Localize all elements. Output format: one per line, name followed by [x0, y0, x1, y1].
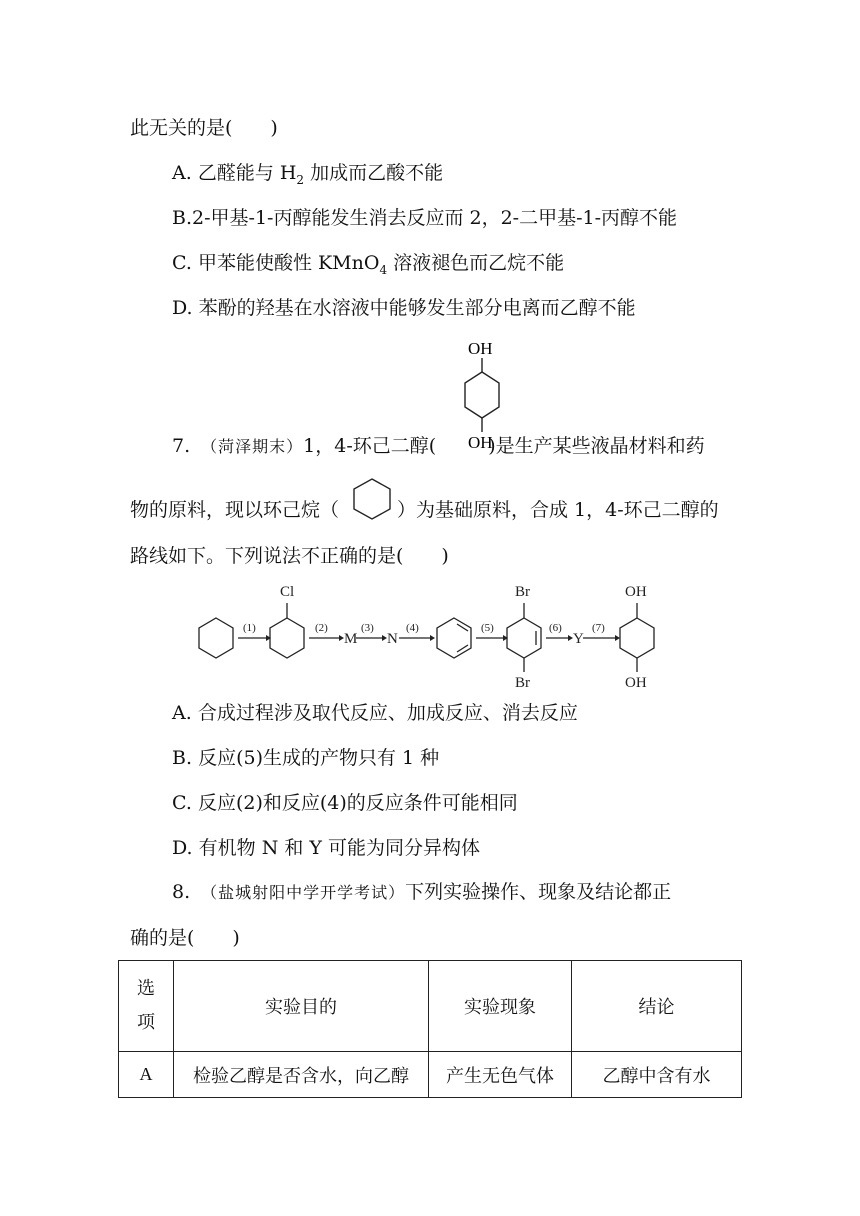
svg-text:(1): (1): [243, 622, 256, 634]
q7-option-b: B. 反应(5)生成的产物只有 1 种: [172, 747, 440, 769]
svg-text:(4): (4): [406, 622, 419, 634]
svg-text:OH: OH: [625, 584, 647, 600]
table-header-row: [119, 961, 742, 1052]
cell-conclusion: 乙醇中含有水: [572, 1052, 742, 1098]
cell-option: A: [119, 1052, 174, 1098]
q7-option-a: A. 合成过程涉及取代反应、加成反应、消去反应: [172, 702, 578, 724]
svg-text:OH: OH: [468, 339, 493, 358]
svg-text:(3): (3): [361, 622, 374, 634]
svg-text:(6): (6): [549, 622, 562, 634]
svg-text:M: M: [344, 631, 358, 647]
svg-text:Y: Y: [573, 631, 584, 647]
table-row: [119, 1052, 742, 1098]
q6-tail-text: 此无关的是( ): [130, 117, 278, 139]
synthesis-route: [190, 576, 670, 696]
svg-text:(5): (5): [481, 622, 494, 634]
svg-text:Br: Br: [515, 584, 530, 600]
svg-text:Cl: Cl: [280, 584, 295, 600]
svg-text:OH: OH: [625, 675, 647, 691]
q6-option-d: D. 苯酚的羟基在水溶液中能够发生部分电离而乙醇不能: [172, 297, 636, 319]
q7-option-c: C. 反应(2)和反应(4)的反应条件可能相同: [172, 792, 518, 814]
header-phenomenon: 实验现象: [429, 961, 572, 1052]
q7-line-2: 物的原料，现以环己烷（ ）为基础原料，合成 1，4-环己二醇的: [130, 499, 719, 521]
experiment-table: [118, 960, 742, 1098]
svg-text:(7): (7): [592, 622, 605, 634]
header-option: 选 项: [119, 961, 174, 1052]
q8-line-1: 8. （盐城射阳中学开学考试）下列实验操作、现象及结论都正: [172, 881, 672, 903]
q8-line-2: 确的是( ): [130, 927, 240, 949]
q7-line-1: 7. （菏泽期末）1，4-环己二醇( )是生产某些液晶材料和药: [172, 435, 705, 457]
header-conclusion: 结论: [572, 961, 742, 1052]
q6-option-a: A. 乙醛能与 $H_2$ 加成而乙酸不能: [172, 162, 444, 187]
cell-purpose: 检验乙醇是否含水，向乙醇: [174, 1052, 429, 1098]
svg-text:OH: OH: [468, 433, 493, 452]
svg-text:(2): (2): [315, 622, 328, 634]
header-purpose: 实验目的: [174, 961, 429, 1052]
svg-text:N: N: [387, 631, 398, 647]
cell-phenomenon: 产生无色气体: [429, 1052, 572, 1098]
q6-option-b: B.2-甲基-1-丙醇能发生消去反应而 2，2-二甲基-1-丙醇不能: [172, 207, 678, 229]
svg-text:Br: Br: [515, 675, 530, 691]
q6-option-c: C. 甲苯能使酸性 KMnO$_4$ 溶液褪色而乙烷不能: [172, 252, 565, 277]
q7-line-3: 路线如下。下列说法不正确的是( ): [130, 545, 449, 567]
q7-option-d: D. 有机物 N 和 Y 可能为同分异构体: [172, 837, 480, 859]
cyclohexane-structure: [350, 476, 394, 526]
